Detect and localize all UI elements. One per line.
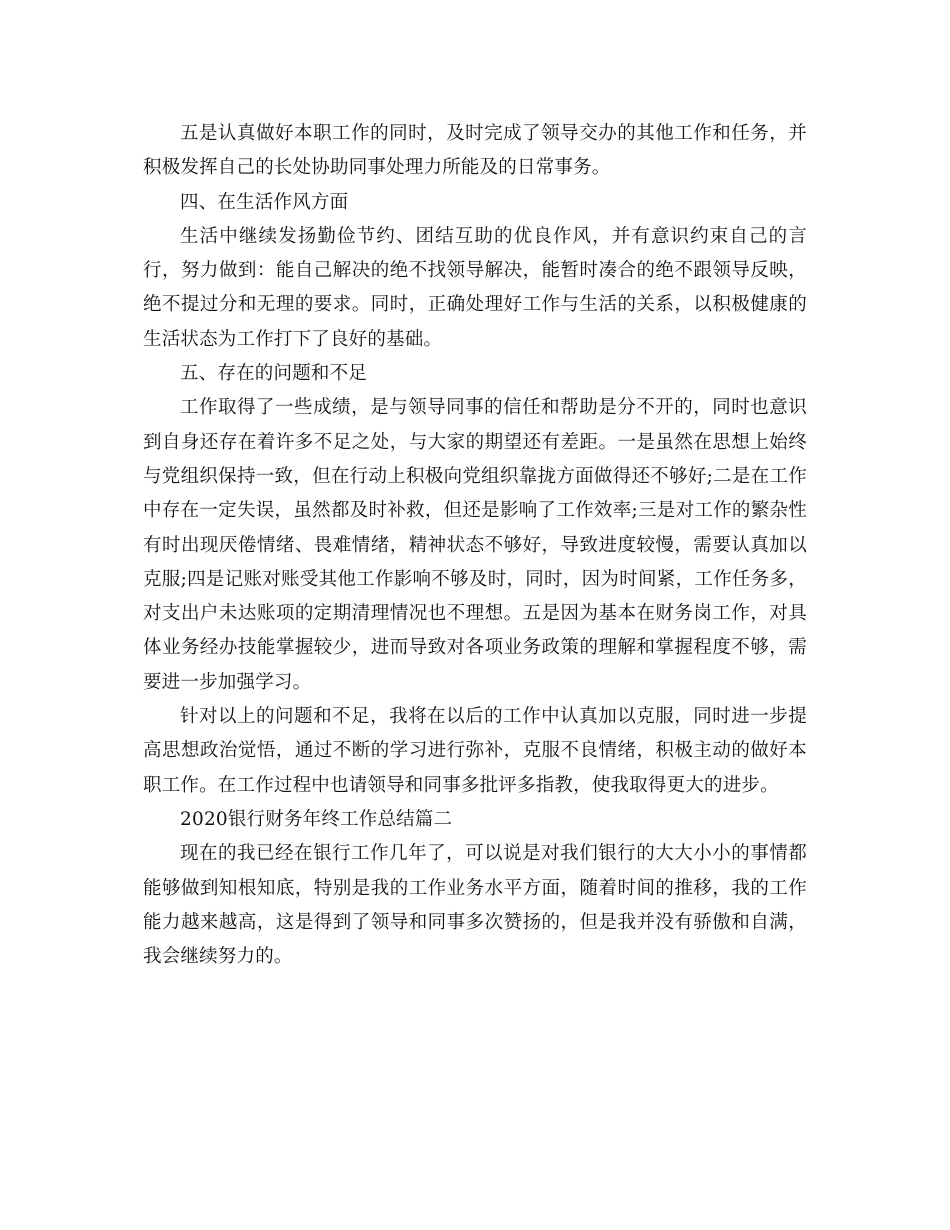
section-heading-lifestyle: 四、在生活作风方面 [180,191,349,213]
paragraph-part-two-intro: 现在的我已经在银行工作几年了，可以说是对我们银行的大大小小的事情都能够做到知根知底，特别是我的工作业务水平方面，随着时间的推移，我的工作能力越来越高，这是得到了领导和同事多次赞扬的，但是我并没有骄傲和自满，我会继续努力的。 [143,843,807,968]
document-body [143,117,807,974]
paragraph-lifestyle: 生活中继续发扬勤俭节约、团结互助的优良作风，并有意识约束自己的言行，努力做到：能自己解决的绝不找领导解决，能暂时凑合的绝不跟领导反映，绝不提过分和无理的要求。同时，正确处理好工作与生活的关系，以积极健康的生活状态为工作打下了良好的基础。 [143,225,807,350]
paragraph-duty-completion: 五是认真做好本职工作的同时，及时完成了领导交办的其他工作和任务，并积极发挥自己的长处协助同事处理力所能及的日常事务。 [143,123,807,179]
paragraph-problems: 工作取得了一些成绩，是与领导同事的信任和帮助是分不开的，同时也意识到自身还存在着许多不足之处，与大家的期望还有差距。一是虽然在思想上始终与党组织保持一致，但在行动上积极向党组织靠拢方面做得还不够好;二是在工作中存在一定失误，虽然都及时补救，但还是影响了工作效率;三是对工作的繁杂性有时出现厌倦情绪、畏难情绪，精神状态不够好，导致进度较慢，需要认真加以克服;四是记账对账受其他工作影响不够及时，同时，因为时间紧，工作任务多，对支出户未达账项的定期清理情况也不理想。五是因为基本在财务岗工作，对具体业务经办技能掌握较少，进而导致对各项业务政策的理解和掌握程度不够，需要进一步加强学习。 [143,397,807,693]
paragraph-improvement: 针对以上的问题和不足，我将在以后的工作中认真加以克服，同时进一步提高思想政治觉悟，通过不断的学习进行弥补，克服不良情绪，积极主动的做好本职工作。在工作过程中也请领导和同事多批评多指教，使我取得更大的进步。 [143,706,807,796]
section-heading-problems: 五、存在的问题和不足 [180,363,368,385]
section-heading-part-two: 2020银行财务年终工作总结篇二 [180,808,453,830]
